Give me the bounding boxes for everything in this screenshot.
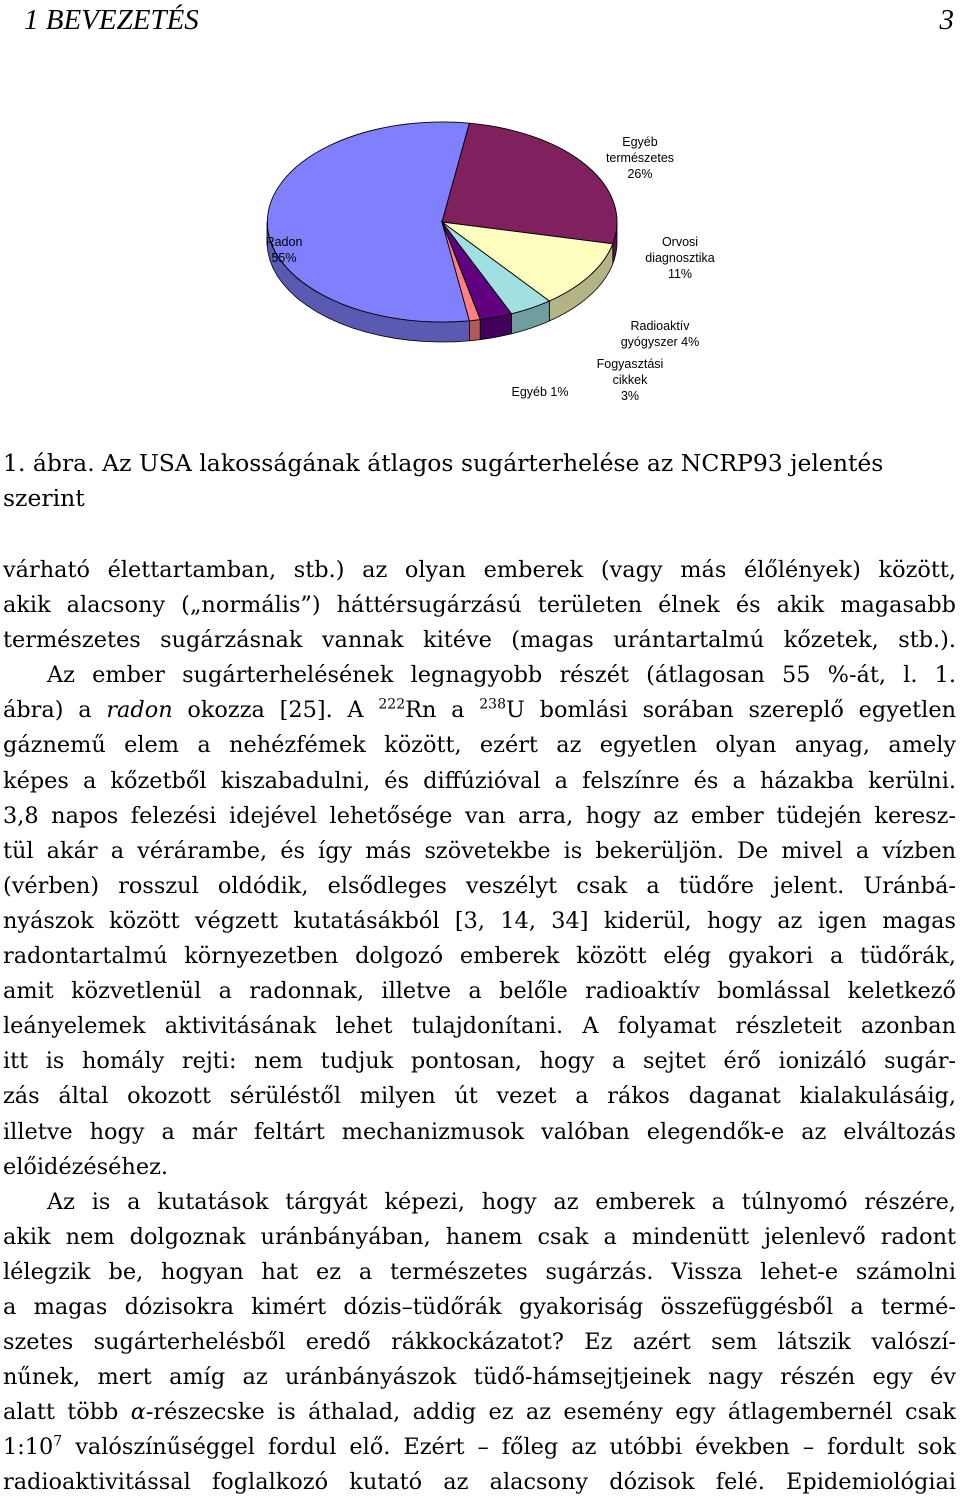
- text-line: leányelemek aktivitásának lehet tulajdonítani. A folyamat részleteit azonban: [3, 1013, 956, 1040]
- text-line: itt is homály rejti: nem tudjuk pontosan, hogy a sejtet érő ionizáló sugár-: [3, 1048, 956, 1075]
- alpha-symbol: α: [130, 1399, 146, 1426]
- text-line: várható élettartamban, stb.) az olyan emberek (vagy más élőlények) között,: [3, 557, 956, 583]
- section-title: 1 BEVEZETÉS: [24, 4, 199, 36]
- text-line: tül akár a vérárambe, és így más szövetekbe is bekerüljön. De mivel a vízben: [3, 837, 956, 864]
- text-line: illetve hogy a már feltárt mechanizmusok valóban elegendők-e az elváltozás: [3, 1118, 956, 1145]
- text-line: előidézéséhez.: [3, 1153, 169, 1180]
- text-line: ábra) a radon okozza [25]. A $^{222}$Rn a $^{238}$U bomlási sorában szereplő egyetlen: [3, 696, 956, 724]
- text-line: 3,8 napos felezési idejével lehetősége van arra, hogy az ember tüdején keresz-: [3, 802, 956, 829]
- text-line: Az ember sugárterhelésének legnagyobb részét (átlagosan 55 %-át, l. 1.: [47, 662, 956, 689]
- text-line: nyászok között végzett kutatásákból [3, 14, 34] kiderül, hogy az igen magas: [3, 907, 956, 934]
- text-line: radioaktivitással foglalkozó kutató az alacsony dózisok felé. Epidemiológiai: [3, 1469, 956, 1496]
- page-number: 3: [939, 4, 954, 36]
- text-line: akik alacsony („normális”) háttérsugárzású területen élnek és akik magasabb: [3, 592, 956, 619]
- text-line: (vérben) rosszul oldódik, elsődleges veszélyt csak a tüdőre jelent. Uránbá-: [3, 872, 956, 899]
- text-line: $1:10^7$ valószínűséggel fordul elő. Ezért – főleg az utóbbi években – fordult sok: [3, 1433, 956, 1461]
- text-line: szetes sugárterhelésből eredő rákkockázatot? Ez azért sem látszik valószí-: [3, 1329, 956, 1356]
- text-line: amit közvetlenül a radonnak, illetve a belőle radioaktív bomlással keletkező: [3, 978, 956, 1005]
- pie-label-orvosi-diagnosztika-2: Orvosi diagnosztika 11%: [645, 235, 715, 281]
- body-text: [3, 553, 956, 1501]
- pie-label-egyeb-5: Egyéb 1%: [511, 385, 569, 399]
- text-line: természetes sugárzásnak vannak kitéve (magas urántartalmú kőzetek, stb.).: [3, 627, 956, 654]
- pie-top: [267, 122, 617, 322]
- pie-side-egyeb-5: [469, 320, 480, 341]
- text-line: lélegzik be, hogyan hat ez a természetes sugárzás. Vissza lehet-e számolni: [3, 1258, 956, 1285]
- text-line: képes a kőzetből kiszabadulni, és diffúzióval a felszínre és a házakba kerülni.: [3, 767, 956, 794]
- pie-label-fogyasztasi-cikkek-4: Fogyasztási cikkek 3%: [596, 357, 664, 403]
- radon-italic: radon: [106, 697, 173, 724]
- pie-chart: [240, 120, 720, 420]
- text-line: alatt több α-részecske is áthalad, addig ez az esemény egy átlagembernél csak: [3, 1399, 956, 1426]
- text-line: zás által okozott sérüléstől milyen út vezet a rákos daganat kialakulásáig,: [3, 1083, 956, 1110]
- running-header: [0, 4, 960, 44]
- figure-caption: 1. ábra. Az USA lakosságának átlagos sugárterhelése az NCRP93 jelentés szerint: [3, 449, 884, 512]
- text-line: radontartalmú környezetben dolgozó emberek között elég gyakori a tüdőrák,: [3, 943, 956, 970]
- text-line: a magas dózisokra kimért dózis–tüdőrák gyakoriság összefüggésből a termé-: [3, 1293, 956, 1320]
- pie-label-egyeb-termeszetes-1: Egyéb természetes 26%: [605, 135, 675, 181]
- text-line: gáznemű elem a nehézfémek között, ezért az egyetlen olyan anyag, amely: [3, 732, 956, 759]
- text-line: akik nem dolgoznak uránbányában, hanem csak a mindenütt jelenlevő radont: [3, 1223, 956, 1250]
- text-line: nűnek, mert amíg az uránbányászok tüdő-hámsejtjeinek nagy részén egy év: [3, 1364, 956, 1391]
- pie-label-radon-0: Radon 55%: [265, 235, 303, 265]
- pie-label-radioaktiv-gyogyszer-3: Radioaktív gyógyszer 4%: [620, 319, 700, 349]
- text-line: Az is a kutatások tárgyát képezi, hogy az emberek a túlnyomó részére,: [47, 1188, 956, 1215]
